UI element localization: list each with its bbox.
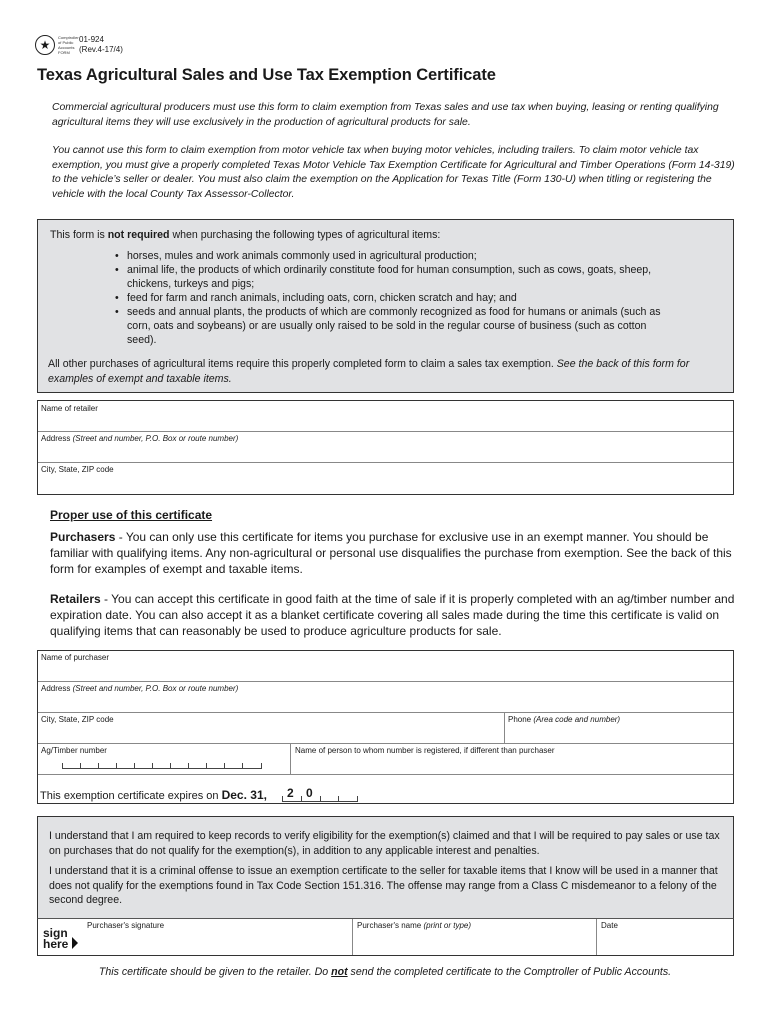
purchasers-text: - You can only use this certificate for items you purchase for exclusive use in an exempt manner. You should be familiar with qualifying items. Any non-agricultural or personal use disqualifies the purchase from exemption. See the back of this form for examples of exempt and taxable items. [50, 530, 732, 576]
sign-word: sign [43, 926, 68, 940]
expiration-text: This exemption certificate expires on [40, 790, 219, 802]
purchaser-phone-label [508, 715, 620, 724]
agency-line: of Public [58, 40, 74, 45]
form-number-block [79, 35, 123, 55]
signature-row [37, 918, 734, 956]
list-item: • feed for farm and ranch animals, including oats, corn, chicken scratch and hay; and [115, 291, 665, 305]
list-item: • horses, mules and work animals commonly used in agricultural production; [115, 249, 665, 263]
footer-text-after: send the completed certificate to the Comptroller of Public Accounts. [347, 966, 672, 978]
purchaser-signature-label: Purchaser's signature [87, 921, 165, 930]
retailers-text: - You can accept this certificate in good faith at the time of sale if it is properly completed with an ag/timber number and expiration date. You can also accept it as a blanket certificate covering all sales made during the time this certificate is valid on qualifying items that can reasonably be used to produce agriculture products for sale. [50, 592, 735, 638]
comptroller-seal-icon [35, 35, 55, 55]
list-item: • seeds and annual plants, the products of which are commonly recognized as food for humans or animals (such as corn, oats and soybeans) or are usually only raised to be sold in the regular course of business (such as cotton seed). [115, 305, 665, 347]
not-required-lead [50, 229, 440, 241]
not-required-closing [48, 357, 728, 386]
agency-line: Accounts [58, 45, 75, 50]
retailer-address-label [41, 434, 238, 443]
expiration-row [40, 788, 267, 802]
retailer-section [37, 400, 734, 495]
retailers-label: Retailers [50, 592, 101, 606]
address-label-text: Address [41, 684, 71, 693]
sign-here-marker [43, 928, 68, 950]
form-revision: (Rev.4-17/4) [79, 45, 123, 54]
print-name-label-text: Purchaser's name [357, 921, 422, 930]
expiration-date: Dec. 31, [221, 788, 267, 802]
expiration-year-digit-2: 0 [306, 786, 313, 800]
address-label-text: Address [41, 434, 71, 443]
phone-label-text: Phone [508, 715, 532, 724]
purchaser-address-label [41, 684, 238, 693]
purchaser-city-label: City, State, ZIP code [41, 715, 114, 724]
retailer-name-label: Name of retailer [41, 404, 98, 413]
acknowledgment-criminal-offense: I understand that it is a criminal offense to issue an exemption certificate to the seller for taxable items that I know will be used in a manner that does not qualify for the exemptions found in Tax Code Section 151.316. The offense may range from a Class C misdemeanor to a felony of the second degree. [49, 865, 718, 906]
closing-italic-text: See the back of this form for examples of exempt and taxable items. [48, 358, 690, 385]
purchaser-print-name-label [357, 921, 471, 930]
date-field[interactable] [598, 931, 730, 953]
print-name-hint-text: (print or type) [423, 921, 472, 930]
agency-line: Comptroller [58, 35, 79, 40]
agency-name [58, 35, 78, 55]
registered-name-label: Name of person to whom number is registered, if different than purchaser [295, 746, 555, 755]
retailer-city-label: City, State, ZIP code [41, 465, 114, 474]
proper-use-heading: Proper use of this certificate [50, 508, 213, 522]
address-hint-text: (Street and number, P.O. Box or route number) [72, 434, 239, 443]
purchaser-name-label: Name of purchaser [41, 653, 110, 662]
purchaser-print-name-field[interactable] [354, 931, 594, 953]
form-number: 01-924 [79, 35, 104, 44]
footer-emphasis: not [331, 966, 348, 978]
sign-here-arrow-icon [72, 937, 78, 949]
lead-bold-text: not required [107, 229, 170, 241]
intro-paragraph: Commercial agricultural producers must use this form to claim exemption from Texas sales and use tax when buying, leasing or renting qualifying agricultural items they will use exclusively in the production of agricultural products for sale. [52, 102, 719, 128]
purchasers-paragraph [50, 529, 740, 577]
acknowledgment-records: I understand that I am required to keep records to verify eligibility for the exemption(s) claimed and that I will be required to pay sales or use tax on purchases that do not qualify for the exemption(s), in addition to any applicable interest and penalties. [49, 830, 720, 857]
page-title: Texas Agricultural Sales and Use Tax Exemption Certificate [37, 66, 496, 84]
closing-text: All other purchases of agricultural items require this properly completed form to claim a sales tax exemption. [48, 358, 554, 370]
here-word: here [43, 937, 69, 951]
not-required-list [115, 249, 665, 347]
purchaser-section [37, 650, 734, 804]
footer-text: This certificate should be given to the retailer. Do [98, 966, 332, 978]
purchaser-signature-field[interactable] [82, 921, 352, 953]
lead-text-after: when purchasing the following types of agricultural items: [169, 229, 441, 241]
not-required-info-box [37, 219, 734, 393]
phone-hint-text: (Area code and number) [533, 715, 621, 724]
date-label: Date [601, 921, 618, 930]
agtimber-number-label: Ag/Timber number [41, 746, 107, 755]
retailers-paragraph [50, 591, 740, 639]
footer-note [0, 966, 770, 978]
agtimber-number-field[interactable] [62, 763, 262, 769]
expiration-year-digit-1: 2 [287, 786, 294, 800]
purchasers-label: Purchasers [50, 530, 116, 544]
lead-text: This form is [50, 229, 108, 241]
agency-line: FORM [58, 50, 70, 55]
address-hint-text: (Street and number, P.O. Box or route number) [72, 684, 239, 693]
seal-star-glyph: ★ [39, 38, 51, 52]
intro-paragraph-motor-vehicle: You cannot use this form to claim exemption from motor vehicle tax when buying motor vehicles, including trailers. To claim motor vehicle tax exemption, you must give a properly completed Texas Motor Vehicle Tax Exemption Certificate for Agricultural and Timber Operations (Form 14-319) to the vehicle’s seller or dealer. You must also claim the exemption on the Application for Texas Title (Form 130-U) when titling or registering the vehicle with the local County Tax Assessor-Collector. [52, 145, 735, 200]
list-item: • animal life, the products of which ordinarily constitute food for human consumption, such as cows, goats, sheep, chickens, turkeys and pigs; [115, 263, 665, 291]
